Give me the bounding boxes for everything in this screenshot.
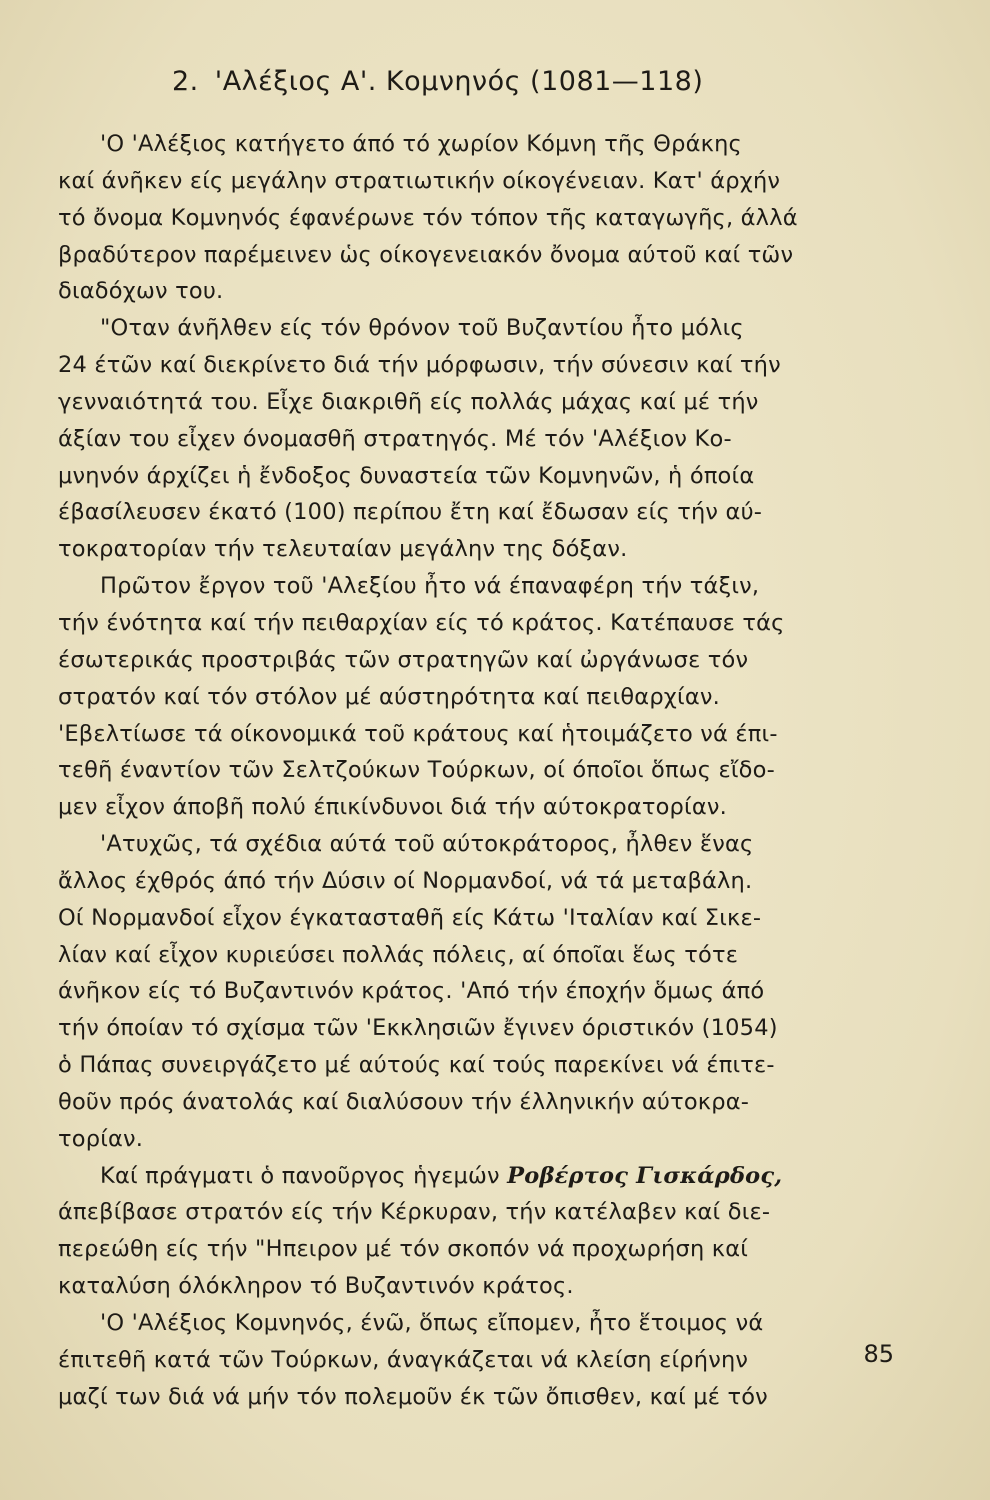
text-line: έσωτερικάς προστριβάς τῶν στρατηγῶν καί ὠργάνωσε τόν xyxy=(58,646,749,673)
body-text xyxy=(58,126,898,1416)
section-heading xyxy=(172,66,719,97)
text-line: 'Εβελτίωσε τά οίκονομικά τοῦ κράτους καί ἡτοιμάζετο νά έπι- xyxy=(58,720,778,747)
text-line: καί άνῆκεν είς μεγάλην στρατιωτικήν οίκογένειαν. Κατ' άρχήν xyxy=(58,167,781,194)
text-line: άπεβίβασε στρατόν είς τήν Κέρκυραν, τήν κατέλαβεν καί διε- xyxy=(58,1199,771,1226)
text-line: ἄλλος έχθρός άπό τήν Δύσιν οί Νορμανδοί, νά τά μεταβάλη. xyxy=(58,867,753,894)
text-line: Πρῶτον ἔργον τοῦ 'Αλεξίου ἦτο νά έπαναφέρη τήν τάξιν, xyxy=(100,573,760,600)
text-line: άνῆκον είς τό Βυζαντινόν κράτος. 'Από τήν έποχήν ὅμως άπό xyxy=(58,978,765,1005)
text-line: μνηνόν άρχίζει ἡ ἔνδοξος δυναστεία τῶν Κομνηνῶν, ἡ όποία xyxy=(58,462,755,489)
text-line: τοκρατορίαν τήν τελευταίαν μεγάλην της δόξαν. xyxy=(58,536,628,563)
text-line: "Οταν άνῆλθεν είς τόν θρόνον τοῦ Βυζαντίου ἦτο μόλις xyxy=(100,315,744,342)
section-title: 'Αλέξιος Α'. Κομνηνός (1081—118) xyxy=(214,66,704,97)
text-line: μεν εἶχον άποβῆ πολύ έπικίνδυνοι διά τήν αύτοκρατορίαν. xyxy=(58,794,728,821)
text-line: άξίαν του εἶχεν όνομασθῆ στρατηγός. Μέ τόν 'Αλέξιον Κο- xyxy=(58,425,732,452)
text-line: έπιτεθῆ κατά τῶν Τούρκων, άναγκάζεται νά κλείση είρήνην xyxy=(58,1346,749,1373)
text-line: θοῦν πρός άνατολάς καί διαλύσουν τήν έλληνικήν αύτοκρα- xyxy=(58,1088,750,1115)
text-line: περεώθη είς τήν "Ηπειρον μέ τόν σκοπόν νά προχωρήση καί xyxy=(58,1236,749,1263)
page-number: 85 xyxy=(863,1340,894,1368)
text-line-emphasis: Καί πράγματι ὁ πανοῦργος ἡγεμών Ροβέρτος Γισκάρδος, xyxy=(100,1162,783,1189)
text-line: ὁ Πάπας συνειργάζετο μέ αύτούς καί τούς παρεκίνει νά έπιτε- xyxy=(58,1052,775,1079)
emphasized-name: Ροβέρτος Γισκάρδος, xyxy=(507,1162,783,1189)
text-line: 24 έτῶν καί διεκρίνετο διά τήν μόρφωσιν, τήν σύνεσιν καί τήν xyxy=(58,352,781,379)
text-line: τεθῆ έναντίον τῶν Σελτζούκων Τούρκων, οί όποῖοι ὅπως εἴδο- xyxy=(58,757,775,784)
text-line: τορίαν. xyxy=(58,1125,144,1152)
text-line: έβασίλευσεν έκατό (100) περίπου ἔτη καί ἔδωσαν είς τήν αύ- xyxy=(58,499,763,526)
text-line: βραδύτερον παρέμεινεν ὡς οίκογενειακόν ὄνομα αύτοῦ καί τῶν xyxy=(58,241,794,268)
text-line: 'Ο 'Αλέξιος κατήγετο άπό τό χωρίον Κόμνη τῆς Θράκης xyxy=(100,131,742,157)
text-line: 'Ατυχῶς, τά σχέδια αύτά τοῦ αύτοκράτορος, ἦλθεν ἕνας xyxy=(100,831,754,858)
text-line: τήν ένότητα καί τήν πειθαρχίαν είς τό κράτος. Κατέπαυσε τάς xyxy=(58,609,785,636)
text-line: λίαν καί εἶχον κυριεύσει πολλάς πόλεις, αί όποῖαι ἕως τότε xyxy=(58,941,739,968)
text-line: καταλύση όλόκληρον τό Βυζαντινόν κράτος. xyxy=(58,1273,574,1300)
text-line: τό ὄνομα Κομνηνός έφανέρωνε τόν τόπον τῆς καταγωγῆς, άλλά xyxy=(58,204,798,231)
text-line: τήν όποίαν τό σχίσμα τῶν 'Εκκλησιῶν ἔγινεν όριστικόν (1054) xyxy=(58,1015,778,1042)
text-line: 'Ο 'Αλέξιος Κομνηνός, ένῶ, ὅπως εἴπομεν, ἦτο ἕτοιμος νά xyxy=(100,1310,764,1336)
section-number: 2. xyxy=(172,66,199,97)
text-line: Οί Νορμανδοί εἶχον έγκατασταθῆ είς Κάτω 'Ιταλίαν καί Σικε- xyxy=(58,904,762,931)
text-line: γενναιότητά του. Εἶχε διακριθῆ είς πολλάς μάχας καί μέ τήν xyxy=(58,388,759,415)
text-line: διαδόχων του. xyxy=(58,278,224,305)
text-line: στρατόν καί τόν στόλον μέ αύστηρότητα καί πειθαρχίαν. xyxy=(58,683,720,710)
text-line: μαζί των διά νά μήν τόν πολεμοῦν έκ τῶν ὄπισθεν, καί μέ τόν xyxy=(58,1383,768,1410)
